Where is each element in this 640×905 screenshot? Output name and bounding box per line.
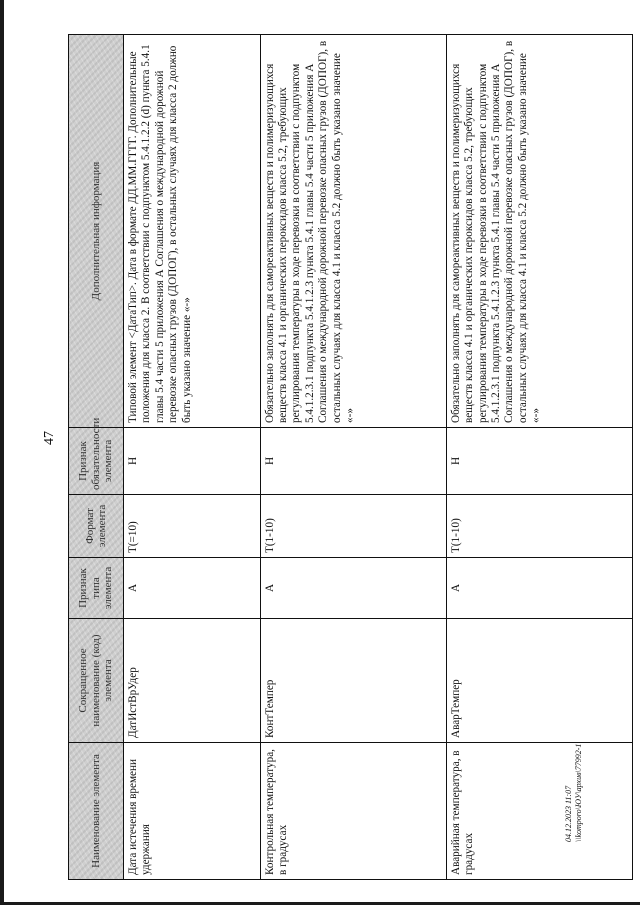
page-number: 47 [42,431,57,445]
table-row [260,35,446,880]
cell-code: ДатИстВрУдер [124,619,261,743]
rotated-table-container [68,35,633,880]
header-element-required: Признак обязательности элемента [69,428,124,495]
cell-required: Н [260,428,446,495]
table-row [446,35,632,880]
cell-code: АварТемпер [446,619,632,743]
header-additional-info: Дополнительная информация [69,35,124,428]
cell-name: Аварийная температура, в градусах [446,743,632,880]
cell-info: Типовой элемент <ДатаТип>. Дата в формате ДД.ММ.ГГГГ. Дополнительные положения для класса 2. В соответствии с подпунктом 5.4.1.2.2 (d) пункта 5.4.1 главы 5.4 части 5 приложения А Соглашения о международной дорожной перевозке опасных грузов (ДОПОГ), в остальных случаях для класса 2 должно быть указано значение «-» [124,35,261,428]
header-element-format: Формат элемента [69,495,124,558]
header-element-code: Сокращенное наименование (код) элемента [69,619,124,743]
footer-timestamp: 04.12.2023 11:07 [564,785,573,842]
table-header-row [69,35,124,880]
table-row [124,35,261,880]
cell-type: А [446,558,632,619]
header-element-name: Наименование элемента [69,743,124,880]
cell-name: Контрольная температура, в градусах [260,743,446,880]
cell-info: Обязательно заполнять для самореактивных веществ и полимеризующихся веществ класса 4.1 и органических пероксидов класса 5.2, требующих регулирования температуры в ходе перевозки в соответствии с подпунктом 5.4.1.2.3.1 подпункта 5.4.1.2.3 пункта 5.4.1 главы 5.4 части 5 приложения А Соглашения о международной дорожной перевозке опасных грузов (ДОПОГ), в остальных случаях для класса 4.1 и класса 5.2 должно быть указано значение «-» [260,35,446,428]
header-element-type: Признак типа элемента [69,558,124,619]
cell-type: А [124,558,261,619]
elements-table [68,34,633,880]
cell-format: T(=10) [124,495,261,558]
cell-required: Н [446,428,632,495]
cell-required: Н [124,428,261,495]
cell-type: А [260,558,446,619]
cell-format: T(1-10) [260,495,446,558]
cell-format: T(1-10) [446,495,632,558]
cell-name: Дата истечения времени удержания [124,743,261,880]
cell-info: Обязательно заполнять для самореактивных веществ и полимеризующихся веществ класса 4.1 и органических пероксидов класса 5.2, требующих регулирования температуры в ходе перевозки в соответствии с подпунктом 5.4.1.2.3.1 подпункта 5.4.1.2.3 пункта 5.4.1 главы 5.4 части 5 приложения А Соглашения о международной дорожной перевозке опасных грузов (ДОПОГ), в остальных случаях для класса 4.1 и класса 5.2 должно быть указано значение «-» [446,35,632,428]
cell-code: КонтТемпер [260,619,446,743]
footer-path: \\komporo\ЮУ\архив\77992-1 [574,743,583,842]
scan-edge-left [0,0,4,905]
